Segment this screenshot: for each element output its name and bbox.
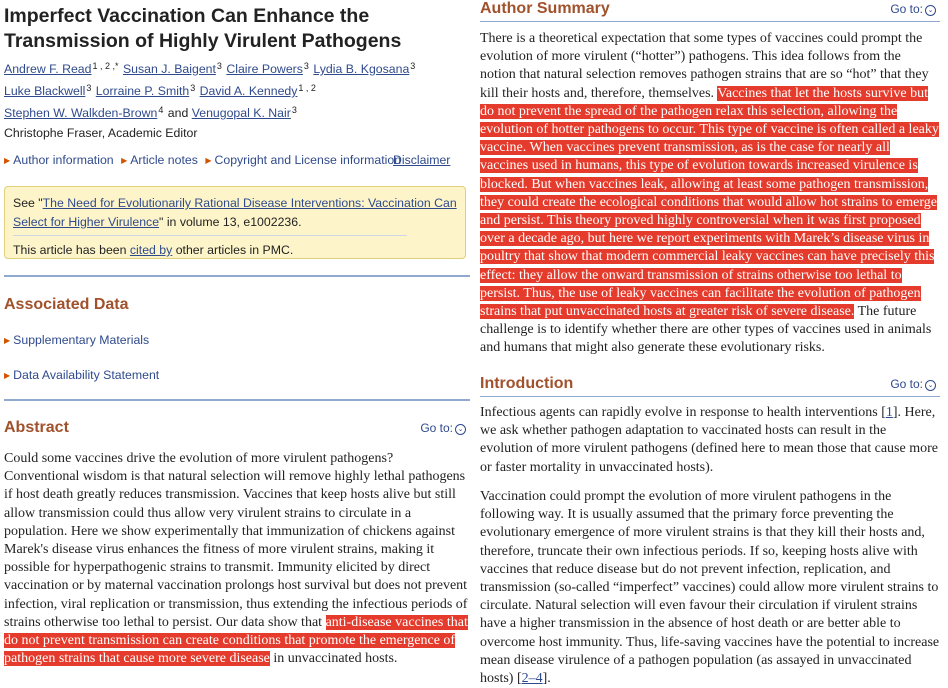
abstract-goto[interactable]	[420, 421, 466, 435]
supplementary-materials-toggle[interactable]	[4, 333, 149, 347]
triangle-right-icon: ▶	[4, 371, 11, 380]
data-availability-toggle[interactable]	[4, 368, 159, 382]
reference-link[interactable]: 1	[885, 405, 893, 420]
chevron-down-icon: ⌄	[925, 380, 936, 391]
and-word: and	[167, 106, 189, 120]
summary-highlight: Vaccines that let the hosts survive but do not prevent the spread of the pathogen relax this selection, allowing the evolution of hotter pathogens to occur. This type of vaccine is often called a leaky vaccine. When vaccines prevent transmission, as is the case for nearly all vaccines used in humans, this type of evolution towards increased virulence is blocked. But when vaccines leak, allowing at least some pathogen transmission, they could create the ecological conditions that would allow hot strains to emerge and persist. This theory proved highly controversial when it was first proposed over a decade ago, but here we report experiments with Marek’s disease virus in poultry that show that modern commercial leaky vaccines can have precisely this effect: they allow the onward transmission of strains otherwise too lethal to persist. Thus, the use of leaky vaccines can facilitate the evolution of pathogen strains that put unvaccinated hosts at greater risk of severe disease.	[480, 85, 939, 320]
affiliation-sup[interactable]: 3	[86, 83, 92, 93]
goto-label: Go to:	[890, 377, 923, 391]
section-divider	[4, 399, 470, 401]
left-column	[4, 0, 470, 687]
affiliation-sup[interactable]: 3	[291, 105, 297, 115]
abstract-text	[4, 450, 470, 668]
affiliation-sup[interactable]: 4	[158, 105, 164, 115]
author-link[interactable]: Lorraine P. Smith	[95, 84, 190, 98]
abstract-text-end: in unvaccinated hosts.	[269, 651, 398, 667]
related-article-notice	[4, 186, 466, 259]
cited-prefix: This article has been	[13, 243, 130, 257]
introduction-goto[interactable]	[890, 377, 936, 391]
intro-p2-text: Vaccination could prompt the evolution of more virulent pathogens in the following way. It is usually assumed that the primary force preventing the evolutionary emergence of more virulent strains is that they kill their hosts and, therefore, truncate their own infectious periods. If so, keeping hosts alive with vaccines that reduce disease but do not prevent infection, replication, and transmission (so-called “imperfect” vaccines) could allow more virulent strains to circulate. Natural selection will even favour their circulation if virulent strains have a higher transmission in the absence of host death or are better able to overcome host immunity. Thus, life-saving vaccines have the potential to increase mean disease virulence of a pathogen population (as assayed in unvaccinated hosts) [	[480, 489, 940, 687]
affiliation-sup[interactable]: 3	[410, 61, 416, 71]
author-link[interactable]: Claire Powers	[226, 62, 303, 76]
affiliation-sup[interactable]: 1 , 2 ,*	[92, 61, 119, 71]
author-link[interactable]: Luke Blackwell	[4, 84, 86, 98]
copyright-link[interactable]: Copyright and License information	[214, 153, 402, 167]
affiliation-sup[interactable]: 1 , 2	[298, 83, 316, 93]
author-link[interactable]: Stephen W. Walkden-Brown	[4, 106, 158, 120]
data-availability-label: Data Availability Statement	[13, 368, 160, 382]
author-summary-goto[interactable]	[890, 2, 936, 16]
intro-p2-after: ].	[542, 671, 551, 687]
section-divider	[480, 396, 940, 397]
author-summary-text	[480, 30, 940, 358]
chevron-down-icon: ⌄	[455, 424, 466, 435]
goto-label: Go to:	[890, 2, 923, 16]
cited-by-line	[13, 241, 457, 260]
article-title: Imperfect Vaccination Can Enhance the Transmission of Highly Virulent Pathogens	[4, 5, 402, 52]
author-summary-heading: Author Summary	[480, 0, 610, 17]
goto-label: Go to:	[420, 421, 453, 435]
summary-text-end: The future challenge is to identify whether there are other types of vaccines used in animals and humans that might also generate these evolutionary risks.	[480, 304, 932, 356]
triangle-right-icon: ▶	[205, 156, 212, 165]
author-link[interactable]: Venugopal K. Nair	[191, 106, 291, 120]
summary-text-plain: There is a theoretical expectation that some types of vaccines could prompt the evolution of more virulent (“hotter”) pathogens. This idea follows from the notion that natural selection removes pathogen strains that are so “hot” that they kill their hosts and, therefore, themselves.	[480, 31, 929, 101]
abstract-text-plain: Could some vaccines drive the evolution of more virulent pathogens? Conventional wisdom is that natural selection will remove highly lethal pathogens if host death greatly reduces transmission. Vaccines that keep hosts alive but still allow transmission could thus allow very virulent strains to circulate in a population. Here we show experimentally that immunization of chickens against Marek's disease virus enhances the fitness of more virulent strains, making it possible for hyperpathogenic strains to transmit. Immunity elicited by direct vaccination or by maternal vaccination prolongs host survival but does not prevent infection, viral replication or transmission, thus extending the infectious periods of strains otherwise too lethal to persist. Our data show that	[4, 451, 468, 630]
chevron-down-icon: ⌄	[925, 5, 936, 16]
triangle-right-icon: ▶	[121, 156, 128, 165]
author-link[interactable]: Lydia B. Kgosana	[313, 62, 410, 76]
affiliation-sup[interactable]: 3	[216, 61, 222, 71]
affiliation-sup[interactable]: 3	[190, 83, 196, 93]
section-divider	[480, 21, 940, 22]
supplementary-materials-label: Supplementary Materials	[13, 333, 150, 347]
cited-by-link[interactable]: cited by	[129, 243, 173, 257]
introduction-paragraph-2	[480, 488, 940, 688]
related-article-link[interactable]: The Need for Evolutionarily Rational Disease Interventions: Vaccination Can Select for Higher Virulence	[13, 196, 457, 229]
author-information-link[interactable]: Author information	[13, 153, 114, 167]
abstract-heading: Abstract	[4, 419, 69, 436]
triangle-right-icon: ▶	[4, 156, 11, 165]
triangle-right-icon: ▶	[4, 336, 11, 345]
affiliation-sup[interactable]: 3	[303, 61, 309, 71]
academic-editor: Christophe Fraser, Academic Editor	[4, 126, 198, 140]
article-notes-link[interactable]: Article notes	[130, 153, 198, 167]
notice-divider	[13, 235, 407, 236]
associated-data-heading: Associated Data	[4, 296, 129, 313]
author-link[interactable]: David A. Kennedy	[199, 84, 298, 98]
introduction-heading: Introduction	[480, 375, 574, 392]
section-divider	[4, 275, 470, 277]
cited-suffix: other articles in PMC.	[172, 243, 294, 257]
intro-p1-after: ]. Here, we ask whether pathogen adaptation to vaccinated hosts can result in the evolution of more virulent pathogens (defined here to mean those that cause more or faster mortality in unvaccinated hosts).	[480, 405, 938, 475]
see-suffix: " in volume 13, e1002236.	[159, 215, 302, 229]
right-column	[480, 0, 940, 687]
author-list	[4, 57, 470, 123]
intro-p1-text: Infectious agents can rapidly evolve in response to health interventions	[480, 405, 882, 420]
see-also-line	[13, 194, 457, 232]
author-link[interactable]: Susan J. Baigent	[122, 62, 216, 76]
introduction-paragraph-1: Infectious agents can rapidly evolve in response to health interventions [1]. Here, we ask whether pathogen adaptation to vaccinated hosts can result in the evolution of more virulent pathogens (defined here to mean those that cause more or faster mortality in unvaccinated hosts).	[480, 405, 938, 475]
article-info-links	[4, 153, 470, 167]
disclaimer-link[interactable]: Disclaimer	[393, 153, 451, 167]
reference-link[interactable]: 2–4	[521, 671, 543, 687]
abstract-highlight: anti-disease vaccines that do not prevent transmission can create conditions that promote the emergence of pathogen strains that cause more severe disease	[4, 614, 468, 667]
see-prefix: See "	[13, 196, 43, 210]
author-link[interactable]: Andrew F. Read	[4, 62, 92, 76]
